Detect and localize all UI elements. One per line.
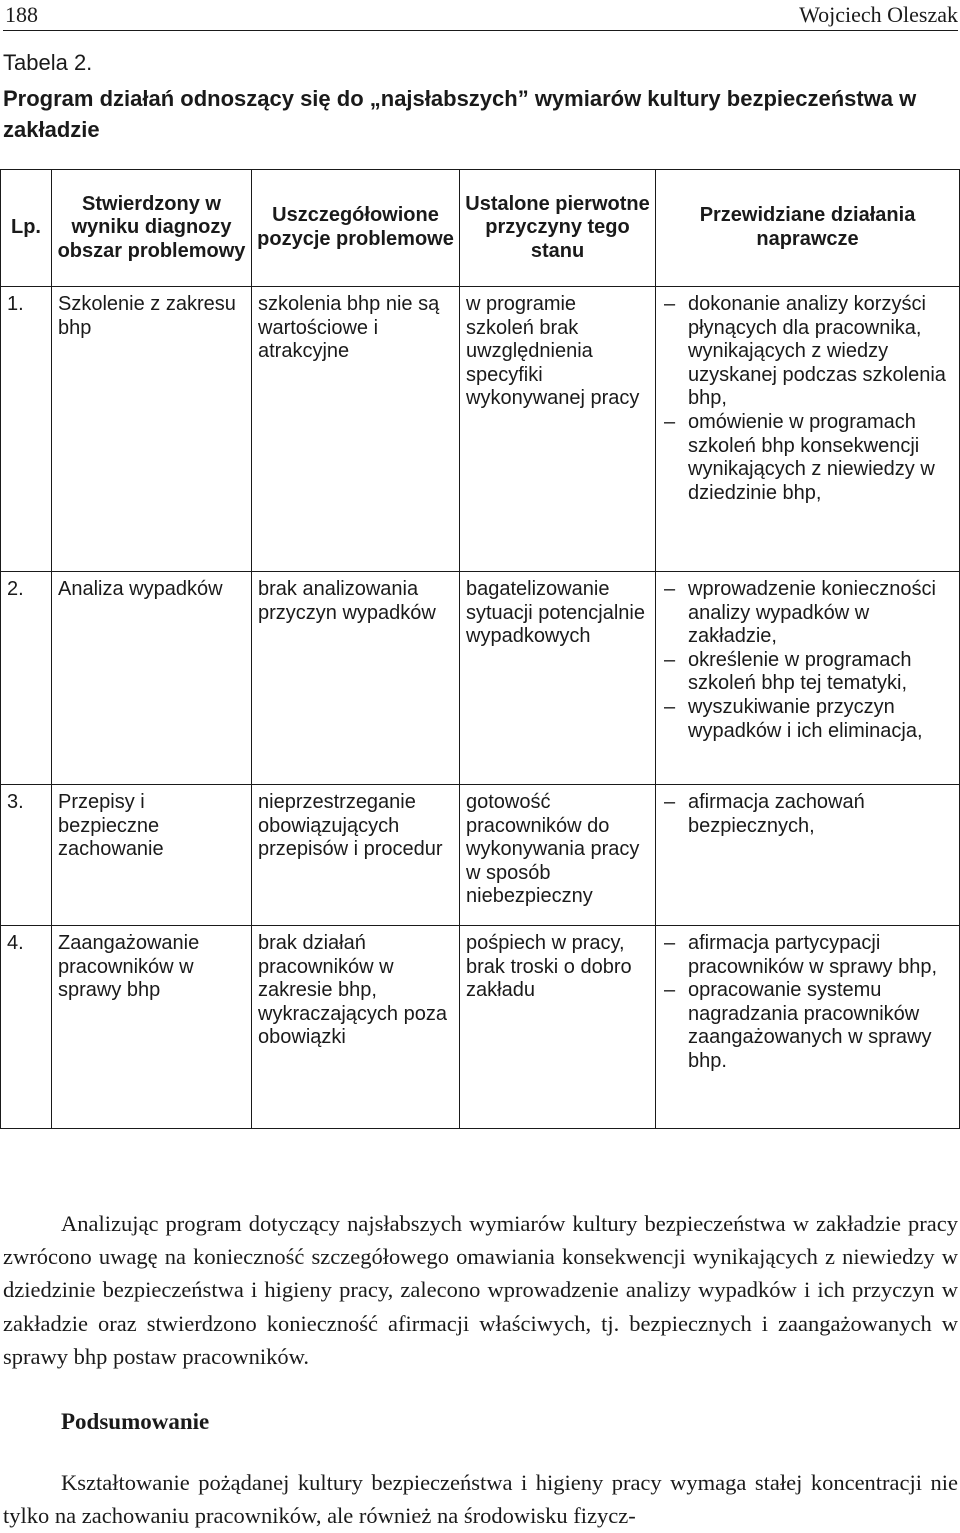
root-cause-cell: gotowość pracowników do wykonywania pracy w sposób niebezpieczny: [460, 785, 656, 926]
problem-area-cell: Przepisy i bezpieczne zachowanie: [52, 785, 252, 926]
column-header-problem-details: Uszczegółowione pozycje problemowe: [252, 170, 460, 287]
table-label: Tabela 2.: [3, 50, 93, 75]
column-header-problem-area: Stwierdzony w wyniku diagnozy obszar problemowy: [52, 170, 252, 287]
table-row: [1, 572, 960, 785]
table-header-row: [1, 170, 960, 287]
action-list: [662, 791, 953, 838]
problem-detail-cell: nieprzestrzeganie obowiązujących przepisów i procedur: [252, 785, 460, 926]
action-item: – wprowadzenie konieczności analizy wypadków w zakładzie,: [662, 578, 953, 649]
corrective-actions-cell: [656, 287, 960, 572]
problem-area-cell: Analiza wypadków: [52, 572, 252, 785]
running-header-author: Wojciech Oleszak: [799, 2, 958, 27]
root-cause-cell: w programie szkoleń brak uwzględnienia specyfiki wykonywanej pracy: [460, 287, 656, 572]
corrective-actions-cell: [656, 925, 960, 1128]
problem-detail-cell: brak analizowania przyczyn wypadków: [252, 572, 460, 785]
column-header-lp: Lp.: [1, 170, 52, 287]
action-item: – określenie w programach szkoleń bhp tej tematyki,: [662, 649, 953, 696]
action-item: – dokonanie analizy korzyści płynących dla pracownika, wynikających z wiedzy uzyskanej podczas szkolenia bhp,: [662, 293, 953, 411]
problem-detail-cell: szkolenia bhp nie są wartościowe i atrakcyjne: [252, 287, 460, 572]
table-row: [1, 925, 960, 1128]
column-header-corrective-actions: Przewidziane działania naprawcze: [656, 170, 960, 287]
action-item: – wyszukiwanie przyczyn wypadków i ich eliminacja,: [662, 696, 953, 743]
action-item: – opracowanie systemu nagradzania pracowników zaangażowanych w sprawy bhp.: [662, 979, 953, 1073]
table-row: [1, 785, 960, 926]
action-item: – afirmacja partycypacji pracowników w sprawy bhp,: [662, 932, 953, 979]
problem-area-cell: Zaangażowanie pracowników w sprawy bhp: [52, 925, 252, 1128]
column-header-root-causes: Ustalone pierwotne przyczyny tego stanu: [460, 170, 656, 287]
row-number: 1.: [1, 287, 52, 572]
table-title: Program działań odnoszący się do „najsłabszych” wymiarów kultury bezpieczeństwa w zakładzie: [3, 86, 917, 142]
action-list: [662, 578, 953, 743]
body-paragraph: Analizując program dotyczący najsłabszych wymiarów kultury bezpieczeństwa w zakładzie pracy zwrócono uwagę na konieczność szczegółowego omawiania konsekwencji wynikających z niewiedzy w dziedzinie bezpieczeństwa i higieny pracy, zalecono wprowadzenie analizy wypadków i ich przyczyn w zakładzie oraz stwierdzono konieczność afirmacji właściwych, tj. bezpiecznych i zaangażowanych w sprawy bhp postaw pracowników.: [3, 1211, 958, 1369]
action-list: [662, 932, 953, 1074]
action-program-table: [0, 169, 960, 1129]
problem-area-cell: Szkolenie z zakresu bhp: [52, 287, 252, 572]
corrective-actions-cell: [656, 785, 960, 926]
row-number: 3.: [1, 785, 52, 926]
action-item: – omówienie w programach szkoleń bhp konsekwencji wynikających z niewiedzy w dziedzinie bhp,: [662, 411, 953, 505]
action-list: [662, 293, 953, 505]
table-row: [1, 287, 960, 572]
action-item: – afirmacja zachowań bezpiecznych,: [662, 791, 953, 838]
row-number: 4.: [1, 925, 52, 1128]
root-cause-cell: bagatelizowanie sytuacji potencjalnie wypadkowych: [460, 572, 656, 785]
root-cause-cell: pośpiech w pracy, brak troski o dobro zakładu: [460, 925, 656, 1128]
running-header: [3, 0, 958, 31]
row-number: 2.: [1, 572, 52, 785]
body-paragraph: Kształtowanie pożądanej kultury bezpieczeństwa i higieny pracy wymaga stałej koncentracji nie tylko na zachowaniu pracowników, ale również na środowisku fizycz-: [3, 1470, 958, 1529]
page-number: 188: [5, 2, 38, 27]
problem-detail-cell: brak działań pracowników w zakresie bhp, wykraczających poza obowiązki: [252, 925, 460, 1128]
section-heading: Podsumowanie: [61, 1409, 210, 1434]
corrective-actions-cell: [656, 572, 960, 785]
